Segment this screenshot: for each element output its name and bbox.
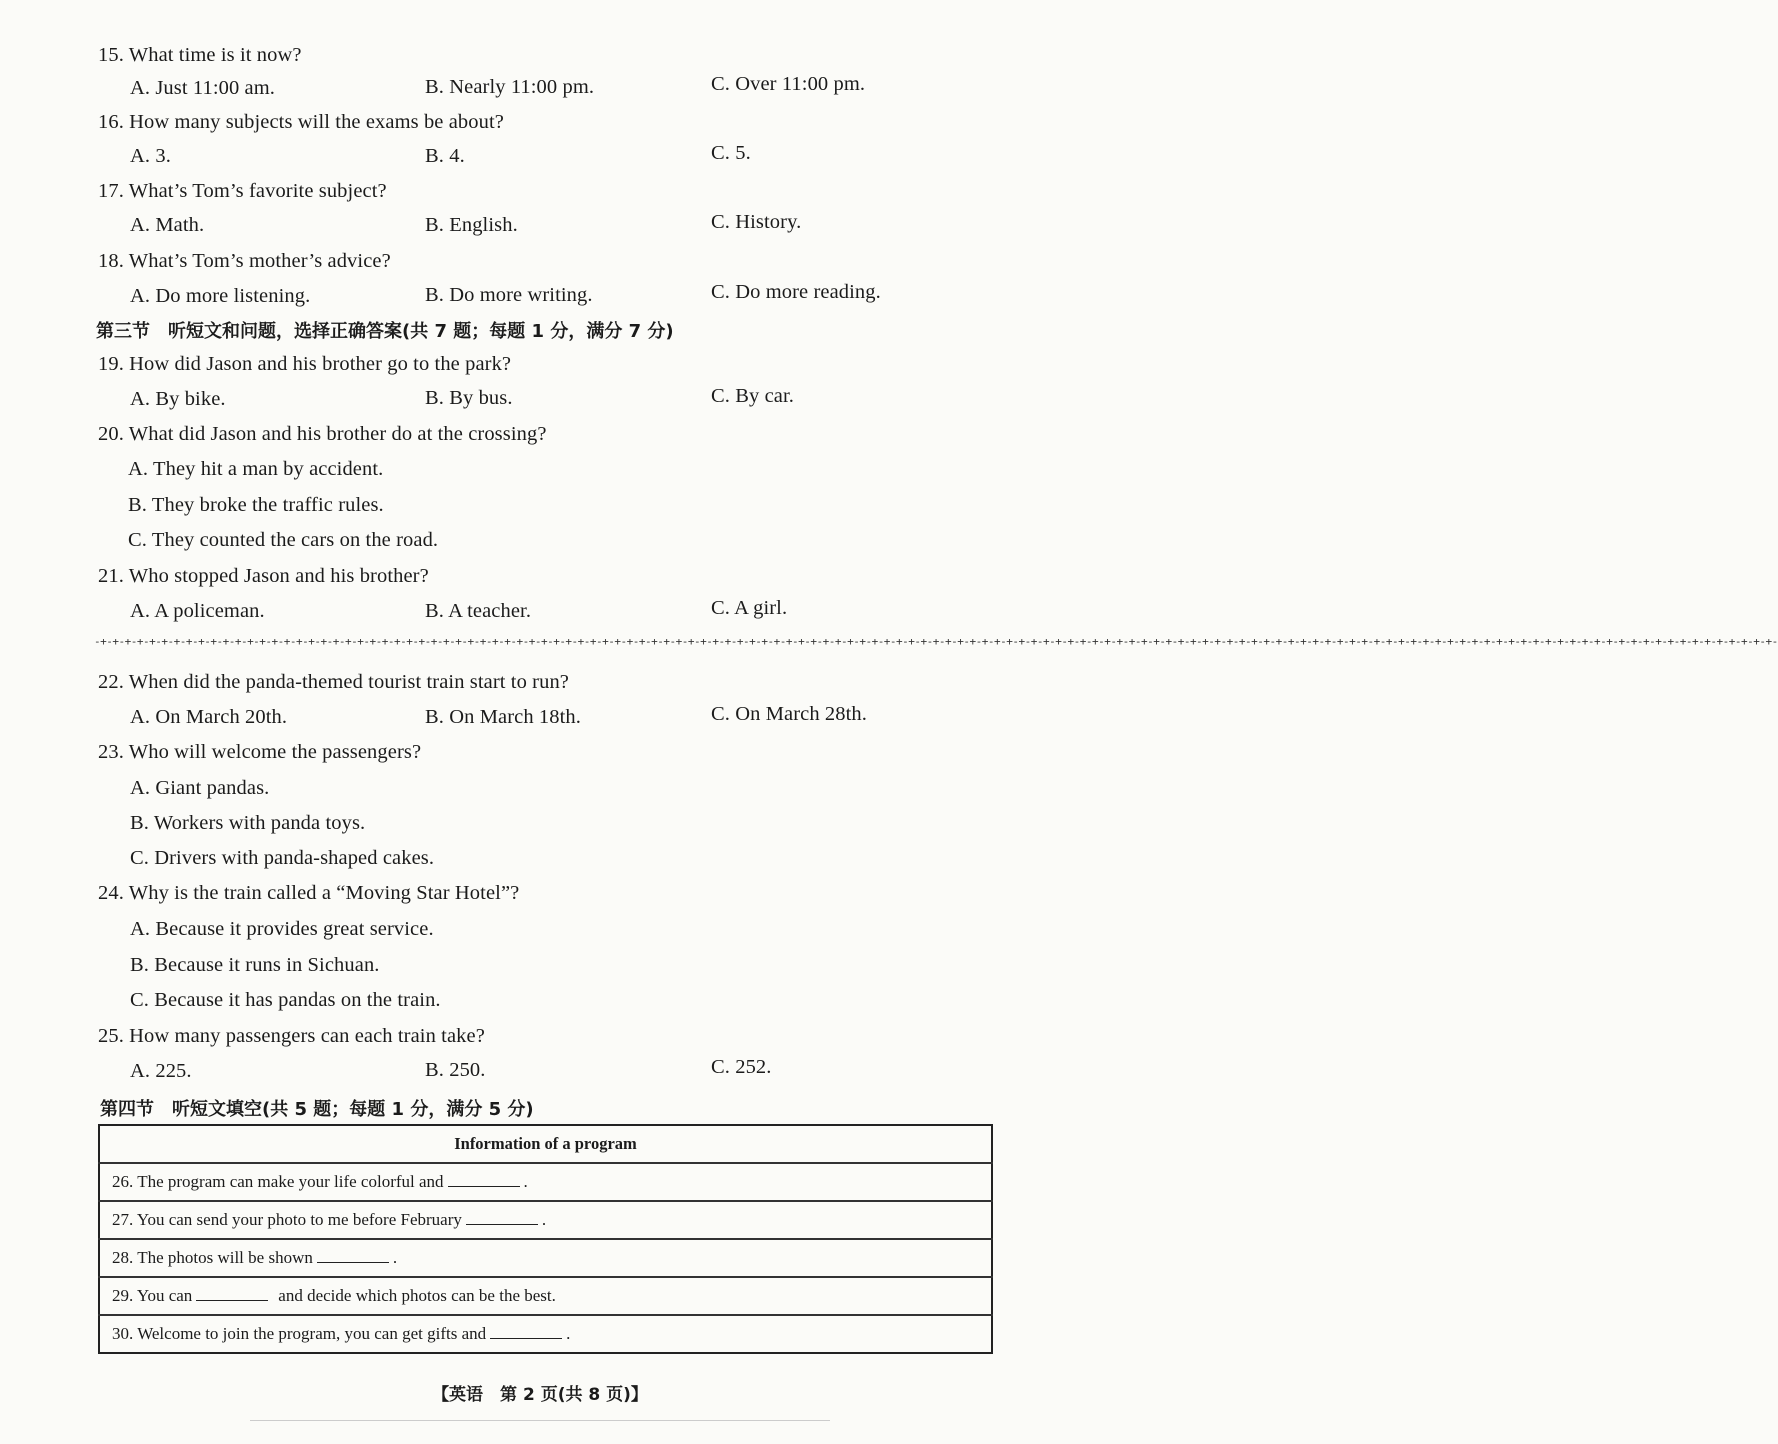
row-28-text: 28. The photos will be shown	[112, 1248, 313, 1267]
row-26-text: 26. The program can make your life colorful and	[112, 1172, 444, 1191]
q15-option-b: B. Nearly 11:00 pm.	[425, 76, 595, 98]
q16-option-c: C. 5.	[711, 142, 751, 164]
row-30	[99, 1315, 992, 1353]
question-24: 24. Why is the train called a “Moving Star Hotel”?	[98, 882, 520, 904]
q18-option-b: B. Do more writing.	[425, 284, 593, 306]
q24-option-b: B. Because it runs in Sichuan.	[130, 954, 380, 976]
row-30-text: 30. Welcome to join the program, you can get gifts and	[112, 1324, 487, 1343]
row-26	[99, 1163, 992, 1201]
q24-option-c: C. Because it has pandas on the train.	[130, 989, 441, 1011]
blank-29[interactable]	[196, 1286, 268, 1301]
row-30-end: .	[566, 1324, 571, 1343]
q19-option-b: B. By bus.	[425, 387, 513, 409]
question-25: 25. How many passengers can each train take?	[98, 1025, 485, 1047]
q21-option-b: B. A teacher.	[425, 600, 532, 622]
q19-option-c: C. By car.	[711, 385, 794, 407]
question-15: 15. What time is it now?	[98, 44, 302, 66]
q17-option-b: B. English.	[425, 214, 518, 236]
q24-option-a: A. Because it provides great service.	[130, 918, 434, 940]
blank-28[interactable]	[317, 1248, 389, 1263]
row-27-text: 27. You can send your photo to me before February	[112, 1210, 462, 1229]
q25-option-a: A. 225.	[130, 1060, 192, 1082]
row-26-end: .	[523, 1172, 528, 1191]
q17-option-c: C. History.	[711, 211, 802, 233]
q20-option-c: C. They counted the cars on the road.	[128, 529, 439, 551]
q18-option-c: C. Do more reading.	[711, 281, 881, 303]
question-16: 16. How many subjects will the exams be about?	[98, 111, 504, 133]
question-17: 17. What’s Tom’s favorite subject?	[98, 180, 387, 202]
q23-option-b: B. Workers with panda toys.	[130, 812, 366, 834]
q23-option-a: A. Giant pandas.	[130, 777, 270, 799]
blank-27[interactable]	[466, 1210, 538, 1225]
row-29-end: and decide which photos can be the best.	[278, 1286, 556, 1305]
q22-option-b: B. On March 18th.	[425, 706, 582, 728]
section-4-heading: 第四节 听短文填空(共 5 题；每题 1 分，满分 5 分)	[100, 1099, 534, 1120]
blank-30[interactable]	[490, 1324, 562, 1339]
section-3-heading: 第三节 听短文和问题，选择正确答案(共 7 题；每题 1 分，满分 7 分)	[96, 321, 674, 342]
question-18: 18. What’s Tom’s mother’s advice?	[98, 250, 391, 272]
blank-26[interactable]	[448, 1172, 520, 1187]
table-header-row	[99, 1125, 992, 1163]
question-22: 22. When did the panda-themed tourist train start to run?	[98, 671, 570, 693]
q16-option-a: A. 3.	[130, 145, 171, 167]
q21-option-c: C. A girl.	[711, 597, 788, 619]
question-23: 23. Who will welcome the passengers?	[98, 741, 422, 763]
table-row	[99, 1201, 992, 1239]
row-28	[99, 1239, 992, 1277]
q18-option-a: A. Do more listening.	[130, 285, 311, 307]
table-row	[99, 1277, 992, 1315]
q15-option-c: C. Over 11:00 pm.	[711, 73, 866, 95]
row-29	[99, 1277, 992, 1315]
q21-option-a: A. A policeman.	[130, 600, 265, 622]
footer-divider	[250, 1420, 830, 1421]
question-19: 19. How did Jason and his brother go to the park?	[98, 353, 512, 375]
q20-option-a: A. They hit a man by accident.	[128, 458, 384, 480]
table-row	[99, 1315, 992, 1353]
program-info-table	[98, 1124, 993, 1354]
q25-option-c: C. 252.	[711, 1056, 772, 1078]
question-21: 21. Who stopped Jason and his brother?	[98, 565, 429, 587]
question-20: 20. What did Jason and his brother do at the crossing?	[98, 423, 547, 445]
q23-option-c: C. Drivers with panda-shaped cakes.	[130, 847, 435, 869]
q25-option-b: B. 250.	[425, 1059, 486, 1081]
row-27-end: .	[541, 1210, 547, 1229]
q22-option-a: A. On March 20th.	[130, 706, 288, 728]
q22-option-c: C. On March 28th.	[711, 703, 868, 725]
q17-option-a: A. Math.	[130, 214, 205, 236]
table-title: Information of a program	[454, 1134, 637, 1153]
row-29-text: 29. You can	[112, 1286, 193, 1305]
q15-option-a: A. Just 11:00 am.	[130, 77, 276, 99]
q20-option-b: B. They broke the traffic rules.	[128, 494, 384, 516]
page-footer: 【英语 第 2 页(共 8 页)】	[432, 1385, 648, 1405]
row-28-end: .	[392, 1248, 398, 1267]
row-27	[99, 1201, 992, 1239]
q19-option-a: A. By bike.	[130, 388, 226, 410]
table-row	[99, 1163, 992, 1201]
dotted-cut-line: -+-+-+-+-+-+-+-+-+-+-+-+-+-+-+-+-+-+-+-+-+-+-+-+-+-+-+-+-+-+-+-+-+-+-+-+-+-+-+-+-+-+-+-+-+-+-+-+-+-+-+-+-+-+-+-+-+-+-+-+-+-+-+-+-+-+-+-+-+-+-+-+-+-+-+-+-+-+-+-+-+-+-+-+-+-+-+-+-+-+-+-+-+-+-+-+-+-+-+-+-+-+-+-+-+-+-+-+-+-+-+-+-+-+-+-+-+-+-+-+-+-+-+-+-+-+-+-+-+-+-+-+-+-+-+-+-+-	[94, 635, 1778, 648]
q16-option-b: B. 4.	[425, 145, 465, 167]
table-row	[99, 1239, 992, 1277]
